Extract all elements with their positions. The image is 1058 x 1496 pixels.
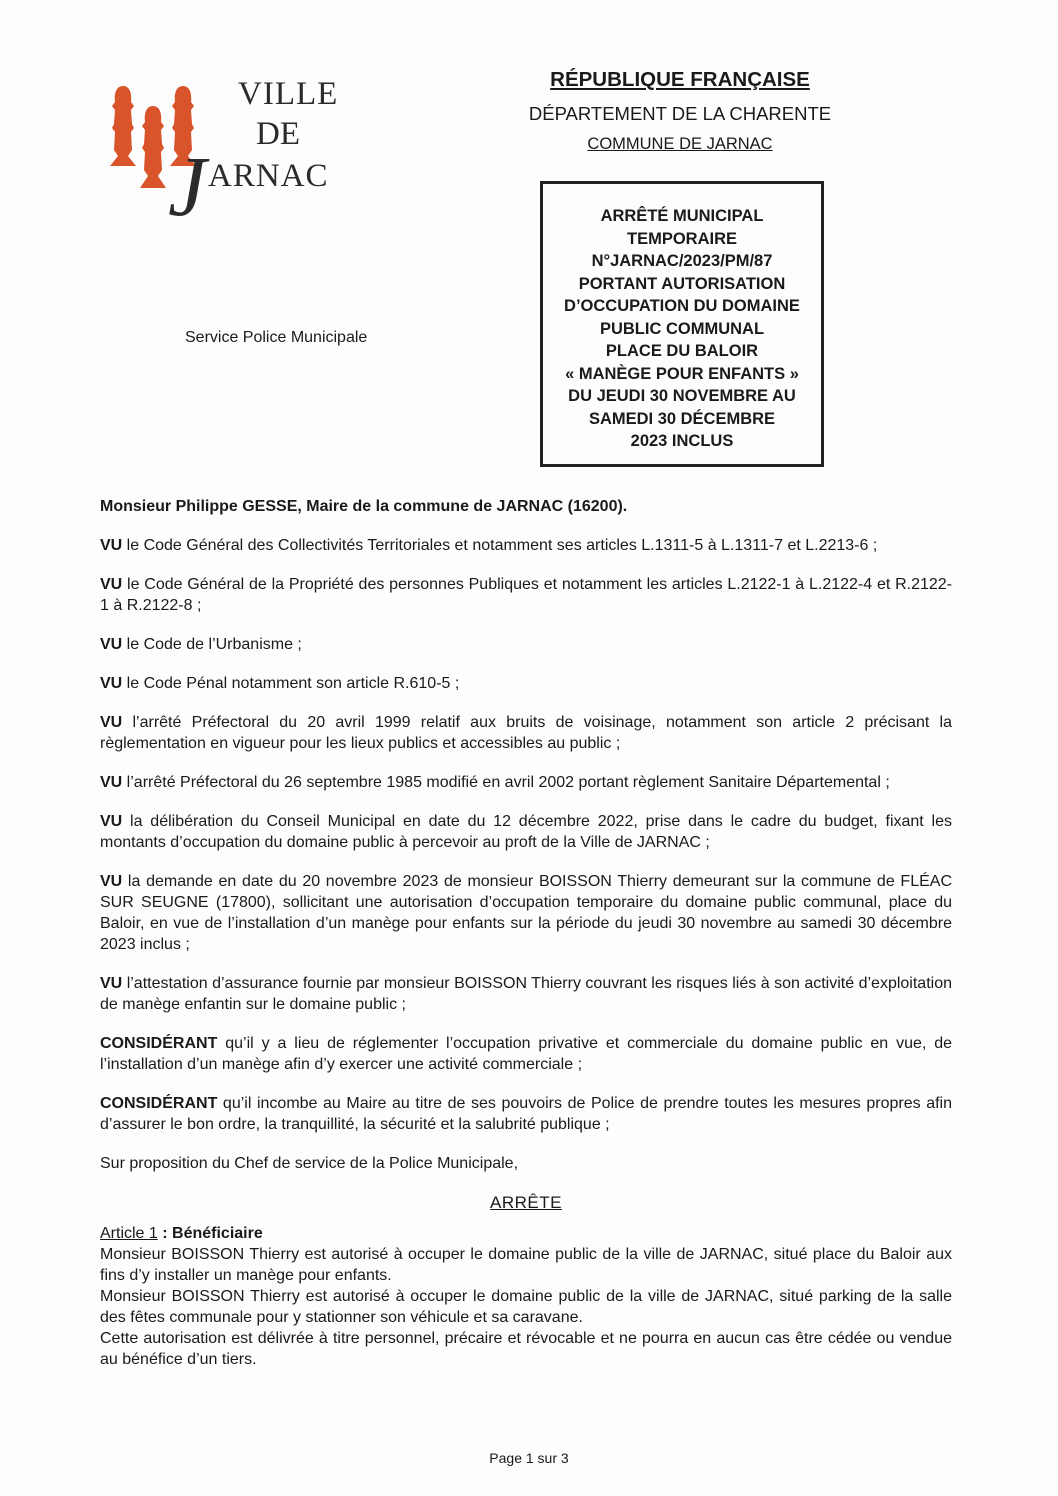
visa-text: la demande en date du 20 novembre 2023 de monsieur BOISSON Thierry demeurant sur la commune de FLÉAC SUR SEUGNE (17800), sollicitant une autorisation d’occupation temporaire du domaine public communal, place du Baloir, en vue de l’installation d’un manège pour enfants sur la période du jeudi 30 novembre au samedi 30 décembre 2023 inclus ;	[100, 873, 952, 953]
logo-ville-de-jarnac	[108, 76, 388, 234]
visa-text: l’arrêté Préfectoral du 20 avril 1999 relatif aux bruits de voisinage, notamment son article 2 précisant la règlementation en vigueur pour les lieux publics et accessibles au public ;	[100, 714, 952, 752]
visa-text: le Code de l’Urbanisme ;	[122, 636, 302, 653]
visa-lead: VU	[100, 714, 123, 731]
title-line: TEMPORAIRE	[626, 229, 737, 248]
visa-lead: VU	[100, 774, 123, 791]
visa-paragraph	[100, 871, 952, 955]
considerant-paragraph	[100, 1093, 952, 1135]
article-1-title: : Bénéficiaire	[157, 1225, 263, 1242]
visa-lead: VU	[100, 576, 123, 593]
article-1-label: Article 1	[100, 1225, 158, 1242]
visa-text: le Code Pénal notamment son article R.610-5 ;	[122, 675, 460, 692]
visa-paragraph	[100, 712, 952, 754]
title-line: PUBLIC COMMUNAL	[599, 319, 765, 338]
article-1	[100, 1223, 952, 1370]
considerant-text: qu’il y a lieu de réglementer l’occupation privative et commerciale du domaine public en vue, de l’installation d’un manège afin d’y exercer une activité commerciale ;	[100, 1035, 952, 1073]
page-number: Page 1 sur 3	[489, 1450, 569, 1466]
logo-jarnac-text: ARNAC	[208, 158, 329, 194]
title-line: ARRÊTÉ MUNICIPAL	[600, 207, 764, 225]
intro-paragraph: Monsieur Philippe GESSE, Maire de la commune de JARNAC (16200).	[100, 498, 628, 515]
republique-heading: RÉPUBLIQUE FRANÇAISE	[550, 68, 810, 91]
visa-text: le Code Général des Collectivités Territoriales et notamment ses articles L.1311-5 à L.1311-7 et L.2213-6 ;	[122, 537, 878, 554]
title-line: 2023 INCLUS	[630, 432, 734, 450]
visa-text: la délibération du Conseil Municipal en date du 12 décembre 2022, prise dans le cadre du budget, fixant les montants d’occupation du domaine public à percevoir au proft de la Ville de JARNAC ;	[100, 813, 952, 851]
logo-de-text: DE	[256, 116, 300, 152]
article-1-paragraph: Monsieur BOISSON Thierry est autorisé à occuper le domaine public de la ville de JARNAC, situé parking de la salle des fêtes communale pour y stationner son véhicule et sa caravane.	[100, 1288, 952, 1326]
considerant-lead: CONSIDÉRANT	[100, 1095, 218, 1112]
article-1-paragraph: Monsieur BOISSON Thierry est autorisé à occuper le domaine public de la ville de JARNAC, situé place du Baloir aux fins d’y installer un manège pour enfants.	[100, 1246, 952, 1284]
visa-lead: VU	[100, 873, 123, 890]
article-1-heading	[100, 1223, 952, 1244]
considerant-text: qu’il incombe au Maire au titre de ses pouvoirs de Police de prendre toutes les mesures propres afin d’assurer le bon ordre, la tranquillité, la sécurité et la salubrité publique ;	[100, 1095, 952, 1133]
visa-lead: VU	[100, 636, 123, 653]
service-label: Service Police Municipale	[185, 329, 368, 346]
visa-paragraph	[100, 535, 952, 556]
title-line: « MANÈGE POUR ENFANTS »	[565, 364, 799, 383]
title-line: PORTANT AUTORISATION	[578, 274, 786, 293]
title-line: DU JEUDI 30 NOVEMBRE AU	[568, 387, 796, 405]
visa-lead: VU	[100, 975, 123, 992]
visa-text: le Code Général de la Propriété des personnes Publiques et notamment les articles L.2122-1 à L.2122-4 et R.2122-1 à R.2122-8 ;	[100, 576, 952, 614]
considerant-lead: CONSIDÉRANT	[100, 1035, 218, 1052]
logo-ville-text: VILLE	[238, 76, 339, 112]
visa-text: l’attestation d’assurance fournie par monsieur BOISSON Thierry couvrant les risques liés à son activité d’exploitation de manège enfantin sur le domaine public ;	[100, 975, 952, 1013]
title-line: PLACE DU BALOIR	[605, 342, 759, 360]
departement-heading: DÉPARTEMENT DE LA CHARENTE	[528, 103, 832, 124]
title-line: SAMEDI 30 DÉCEMBRE	[588, 409, 776, 428]
visa-paragraph	[100, 673, 952, 694]
considerant-paragraph	[100, 1033, 952, 1075]
visa-paragraph	[100, 772, 952, 793]
logo-j-letter: J	[168, 138, 207, 234]
title-line: N°JARNAC/2023/PM/87	[591, 252, 773, 270]
visa-lead: VU	[100, 675, 123, 692]
visa-lead: VU	[100, 813, 123, 830]
arrete-title-box	[540, 181, 824, 467]
commune-heading: COMMUNE DE JARNAC	[587, 135, 773, 153]
visa-text: l’arrêté Préfectoral du 26 septembre 1985 modifié en avril 2002 portant règlement Sanitaire Départemental ;	[122, 774, 890, 791]
visa-paragraph	[100, 634, 952, 655]
visa-paragraph	[100, 973, 952, 1015]
arrete-heading: ARRÊTE	[490, 1193, 562, 1212]
document-body	[100, 496, 952, 1370]
visa-lead: VU	[100, 537, 123, 554]
title-line: D’OCCUPATION DU DOMAINE	[564, 297, 800, 315]
visa-paragraph	[100, 811, 952, 853]
proposition-paragraph: Sur proposition du Chef de service de la Police Municipale,	[100, 1155, 519, 1172]
article-1-paragraph: Cette autorisation est délivrée à titre personnel, précaire et révocable et ne pourra en aucun cas être cédée ou vendue au bénéfice d’un tiers.	[100, 1330, 952, 1368]
visa-paragraph	[100, 574, 952, 616]
